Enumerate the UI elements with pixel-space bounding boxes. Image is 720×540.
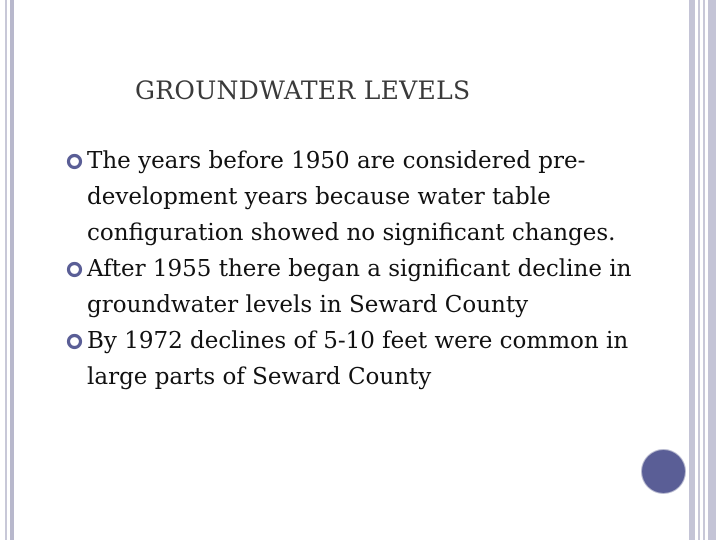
filled-circle-icon — [642, 450, 685, 493]
bullet-text: By 1972 declines of 5-10 feet were common in large parts of Seward County — [87, 328, 629, 390]
right-frame-line — [698, 0, 700, 540]
bullet-item — [66, 251, 666, 323]
bullet-item — [66, 323, 666, 395]
bullet-text: The years before 1950 are considered pre-development years because water table configuration showed no significant changes. — [87, 148, 616, 246]
hollow-circle-bullet-icon — [66, 153, 83, 170]
slide-title: GROUNDWATER LEVELS — [135, 76, 471, 105]
left-frame-line — [5, 0, 7, 540]
bullet-item — [66, 143, 666, 251]
right-frame-line — [703, 0, 705, 540]
hollow-circle-bullet-icon — [66, 333, 83, 350]
right-frame-bar — [689, 0, 695, 540]
bullet-text: After 1955 there began a significant decline in groundwater levels in Seward County — [87, 256, 632, 318]
bullet-list — [66, 143, 666, 395]
hollow-circle-bullet-icon — [66, 261, 83, 278]
left-frame-bar — [10, 0, 14, 540]
right-frame-bar — [708, 0, 716, 540]
